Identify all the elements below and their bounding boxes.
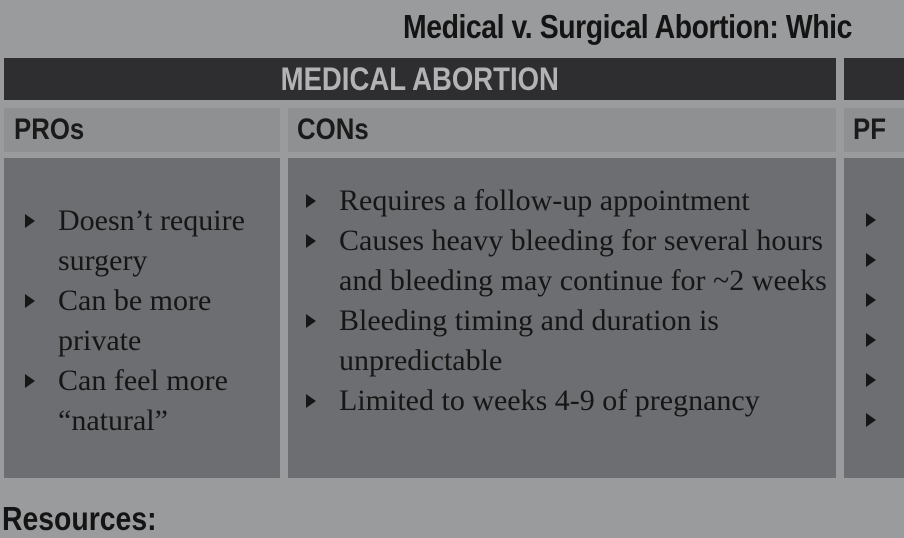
list-item — [306, 221, 831, 301]
surgical-pros-header — [844, 108, 904, 152]
surgical-pros-cell — [844, 158, 904, 478]
medical-pros-list — [25, 201, 280, 441]
page-title: Medical v. Surgical Abortion: Whic — [403, 8, 852, 45]
resources-heading: Resources: — [2, 500, 157, 537]
triangle-bullet-icon — [25, 294, 35, 308]
medical-abortion-header — [4, 58, 836, 100]
cons-item-text: Limited to weeks 4-9 of pregnancy — [339, 384, 760, 417]
triangle-bullet-icon — [306, 394, 316, 408]
triangle-bullet-icon — [866, 213, 876, 227]
cons-item-text: Causes heavy bleeding for several hours and bleeding may continue for ~2 weeks — [339, 224, 827, 297]
medical-cons-header — [288, 108, 836, 152]
pros-item-text: Doesn’t require surgery — [58, 204, 245, 277]
medical-cons-label: CONs — [297, 113, 369, 146]
cons-item-text: Bleeding timing and duration is unpredictable — [339, 304, 719, 377]
cons-item-text: Requires a follow-up appointment — [339, 184, 750, 217]
surgical-pros-label: PF — [853, 113, 886, 146]
list-item — [306, 381, 831, 421]
triangle-bullet-icon — [25, 374, 35, 388]
triangle-bullet-icon — [866, 253, 876, 267]
triangle-bullet-icon — [306, 194, 316, 208]
triangle-bullet-icon — [25, 214, 35, 228]
list-item — [306, 301, 831, 381]
surgical-abortion-header — [844, 58, 904, 100]
list-item — [25, 201, 280, 281]
triangle-bullet-icon — [866, 333, 876, 347]
pros-item-text: Can be more private — [58, 284, 212, 357]
list-item — [25, 281, 280, 361]
medical-abortion-label: MEDICAL ABORTION — [280, 60, 560, 97]
list-item — [25, 361, 280, 441]
triangle-bullet-icon — [306, 234, 316, 248]
list-item — [306, 181, 831, 221]
triangle-bullet-icon — [306, 314, 316, 328]
medical-pros-header — [4, 108, 280, 152]
medical-pros-label: PROs — [14, 113, 85, 146]
medical-cons-cell — [288, 158, 836, 478]
medical-pros-cell — [4, 158, 280, 478]
pros-item-text: Can feel more “natural” — [58, 364, 228, 437]
medical-cons-list — [306, 181, 831, 421]
triangle-bullet-icon — [866, 413, 876, 427]
triangle-bullet-icon — [866, 373, 876, 387]
triangle-bullet-icon — [866, 293, 876, 307]
